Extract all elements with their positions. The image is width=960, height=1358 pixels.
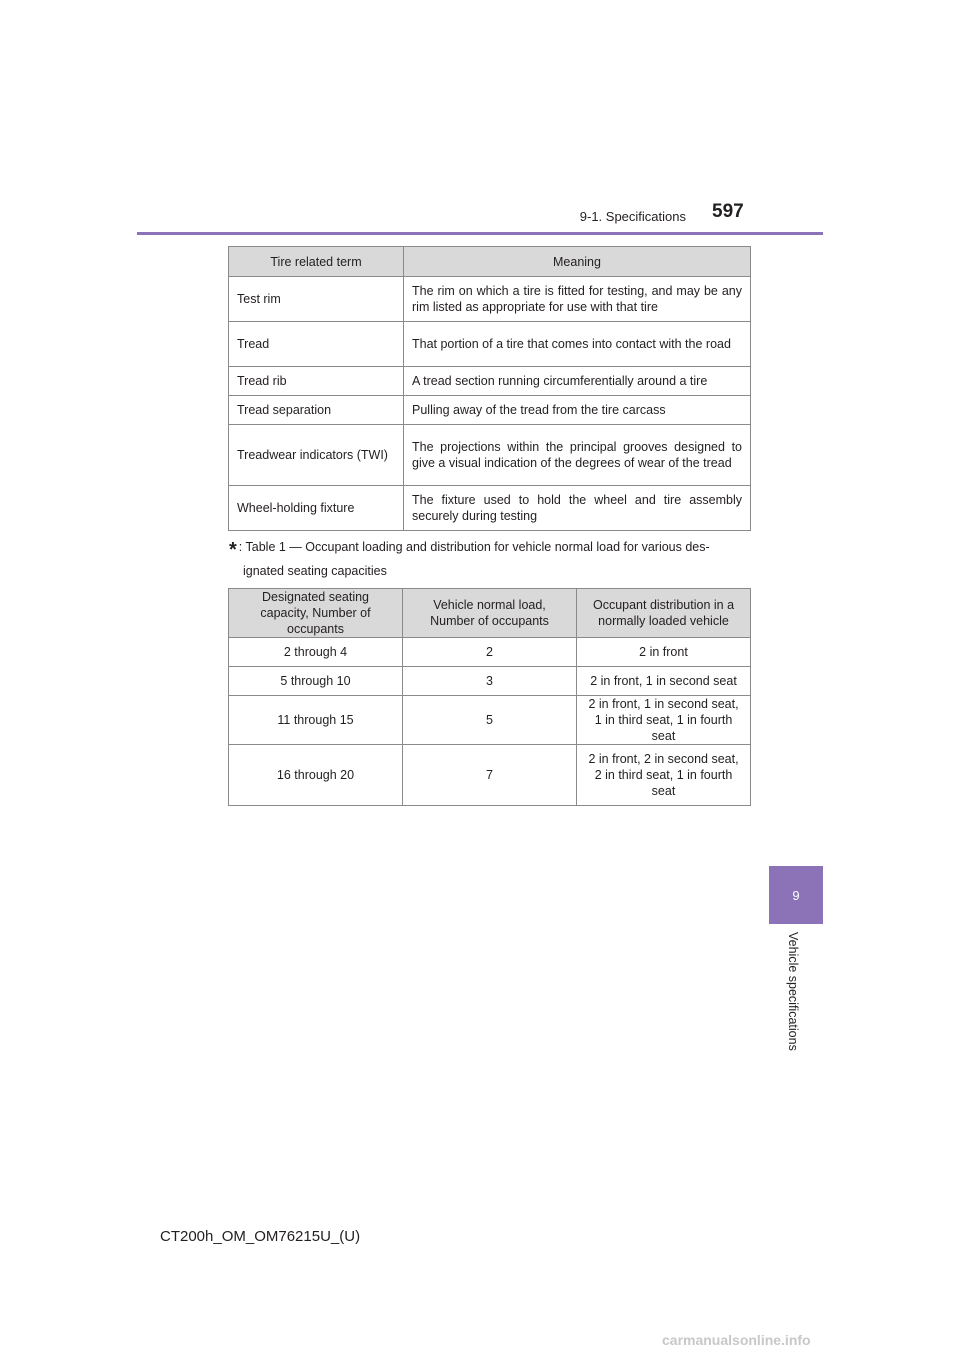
table-row <box>229 367 751 396</box>
column-header-meaning: Meaning <box>404 247 751 277</box>
chapter-label: Vehicle specifications <box>786 932 800 1051</box>
table-row <box>229 638 751 667</box>
chapter-number: 9 <box>792 887 800 903</box>
term-cell: Tread rib <box>229 367 404 396</box>
table-header-row <box>229 247 751 277</box>
column-header-load: Vehicle normal load, Number of occupants <box>403 589 577 638</box>
table-row <box>229 667 751 696</box>
capacity-cell: 16 through 20 <box>229 745 403 806</box>
footnote-marker: * <box>229 539 237 561</box>
distribution-cell: 2 in front <box>577 638 751 667</box>
load-cell: 7 <box>403 745 577 806</box>
term-cell: Treadwear indicators (TWI) <box>229 425 404 486</box>
meaning-cell: The projections within the principal grooves designed to give a visual indication of the degrees of wear of the tread <box>404 425 751 486</box>
section-title: 9-1. Specifications <box>579 209 686 224</box>
load-cell: 2 <box>403 638 577 667</box>
table-row <box>229 696 751 745</box>
load-cell: 5 <box>403 696 577 745</box>
term-cell: Tread separation <box>229 396 404 425</box>
column-header-term: Tire related term <box>229 247 404 277</box>
meaning-cell: That portion of a tire that comes into contact with the road <box>404 322 751 367</box>
occupant-loading-table <box>228 588 751 806</box>
footnote-line-2: ignated seating capacities <box>243 564 387 578</box>
table-row <box>229 396 751 425</box>
table-row <box>229 322 751 367</box>
table-row <box>229 486 751 531</box>
capacity-cell: 11 through 15 <box>229 696 403 745</box>
footnote-line-1: : Table 1 — Occupant loading and distribution for vehicle normal load for various des- <box>238 540 710 554</box>
capacity-cell: 5 through 10 <box>229 667 403 696</box>
page-number: 597 <box>712 201 744 222</box>
footnote <box>229 537 751 582</box>
column-header-capacity: Designated seating capacity, Number of occupants <box>229 589 403 638</box>
header-divider <box>137 232 823 235</box>
meaning-cell: The rim on which a tire is fitted for testing, and may be any rim listed as appropriate for use with that tire <box>404 277 751 322</box>
table-row <box>229 425 751 486</box>
distribution-cell: 2 in front, 1 in second seat, 1 in third seat, 1 in fourth seat <box>577 696 751 745</box>
column-header-distribution: Occupant distribution in a normally loaded vehicle <box>577 589 751 638</box>
table-header-row <box>229 589 751 638</box>
distribution-cell: 2 in front, 2 in second seat, 2 in third seat, 1 in fourth seat <box>577 745 751 806</box>
load-cell: 3 <box>403 667 577 696</box>
table-row <box>229 745 751 806</box>
meaning-cell: Pulling away of the tread from the tire carcass <box>404 396 751 425</box>
term-cell: Wheel-holding fixture <box>229 486 404 531</box>
meaning-cell: The fixture used to hold the wheel and tire assembly securely during testing <box>404 486 751 531</box>
table-row <box>229 277 751 322</box>
capacity-cell: 2 through 4 <box>229 638 403 667</box>
meaning-cell: A tread section running circumferentially around a tire <box>404 367 751 396</box>
distribution-cell: 2 in front, 1 in second seat <box>577 667 751 696</box>
term-cell: Tread <box>229 322 404 367</box>
term-cell: Test rim <box>229 277 404 322</box>
chapter-tab <box>769 866 823 924</box>
document-id: CT200h_OM_OM76215U_(U) <box>160 1228 361 1245</box>
tire-terms-table <box>228 246 751 531</box>
watermark: carmanualsonline.info <box>662 1332 811 1348</box>
